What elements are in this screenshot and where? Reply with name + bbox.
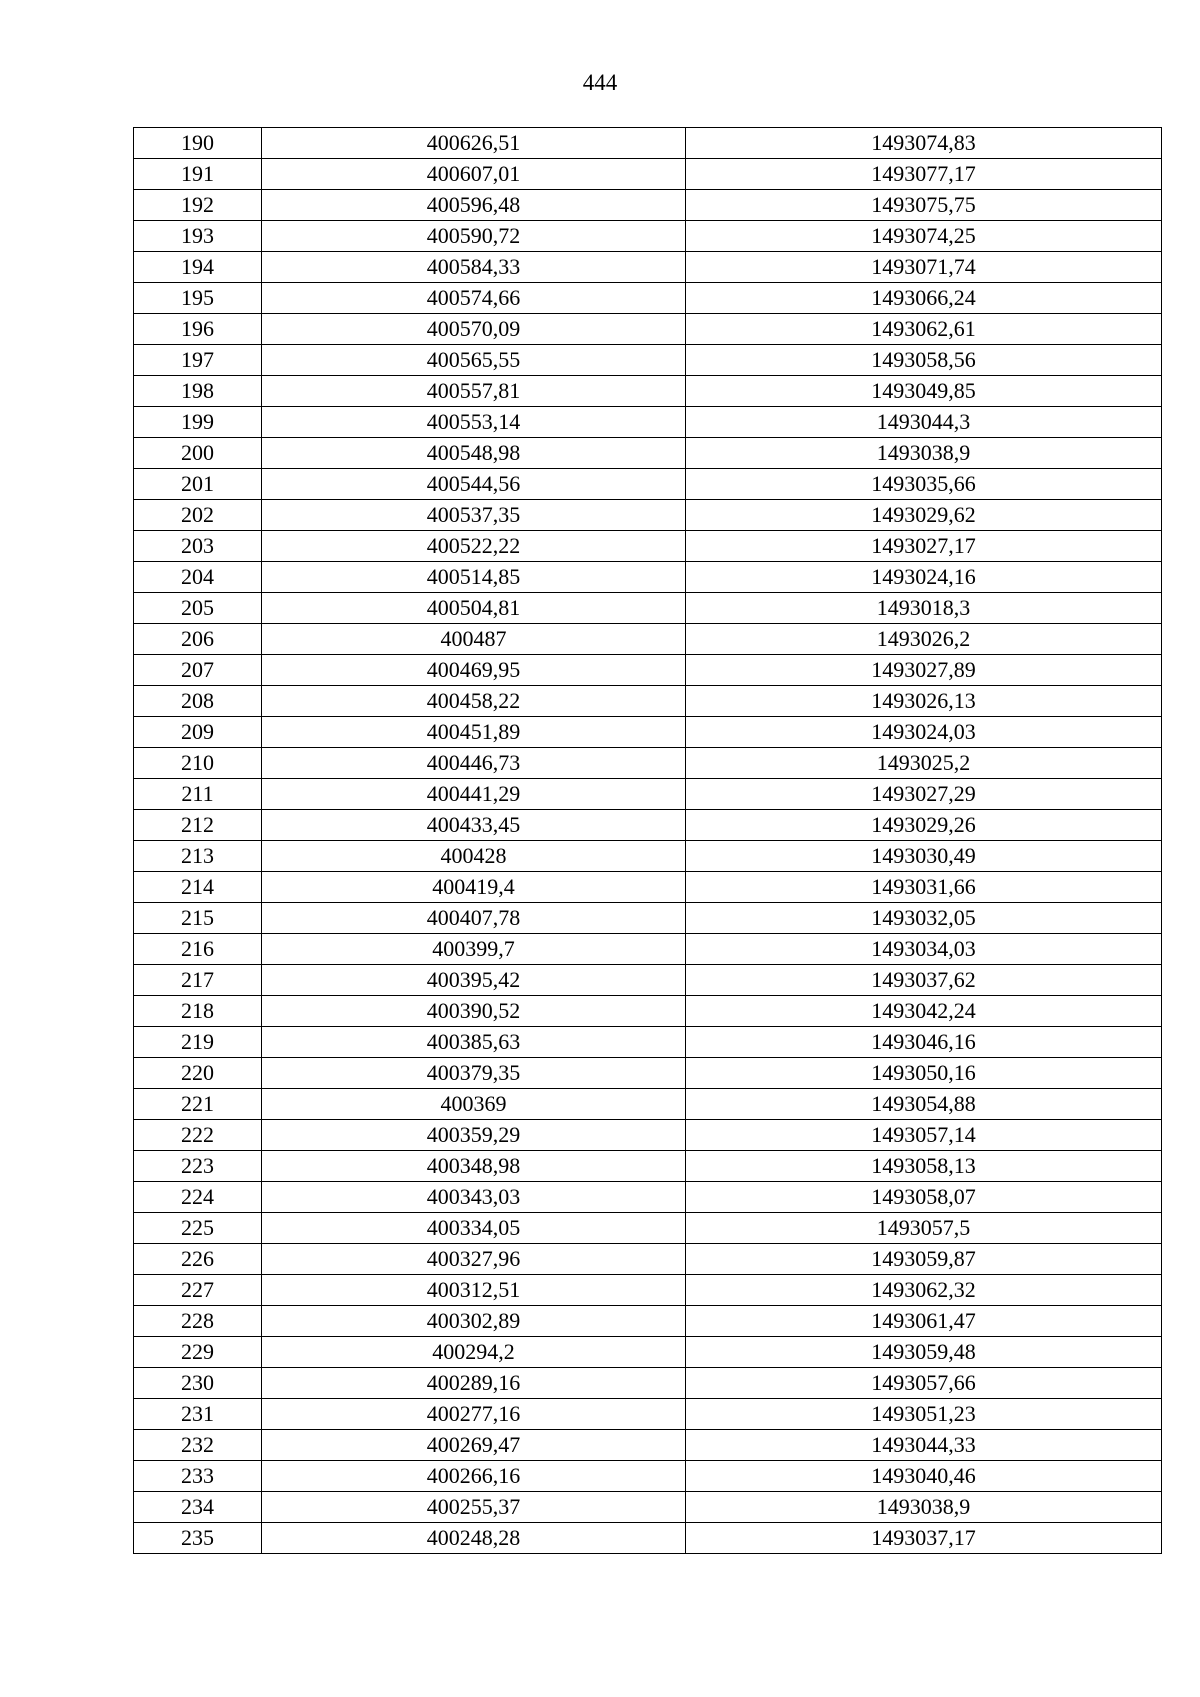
point-number-cell: 195: [134, 283, 262, 314]
point-number-cell: 194: [134, 252, 262, 283]
x-coordinate-cell: 400255,37: [262, 1492, 686, 1523]
table-row: [134, 1430, 1162, 1461]
y-coordinate-cell: 1493026,13: [686, 686, 1162, 717]
table-row: [134, 1120, 1162, 1151]
coordinates-table: [133, 127, 1162, 1554]
y-coordinate-cell: 1493044,33: [686, 1430, 1162, 1461]
table-row: [134, 717, 1162, 748]
table-row: [134, 1213, 1162, 1244]
x-coordinate-cell: 400327,96: [262, 1244, 686, 1275]
point-number-cell: 197: [134, 345, 262, 376]
table-row: [134, 1027, 1162, 1058]
x-coordinate-cell: 400266,16: [262, 1461, 686, 1492]
x-coordinate-cell: 400390,52: [262, 996, 686, 1027]
table-row: [134, 841, 1162, 872]
y-coordinate-cell: 1493059,87: [686, 1244, 1162, 1275]
x-coordinate-cell: 400248,28: [262, 1523, 686, 1554]
point-number-cell: 198: [134, 376, 262, 407]
table-row: [134, 1461, 1162, 1492]
x-coordinate-cell: 400487: [262, 624, 686, 655]
y-coordinate-cell: 1493062,32: [686, 1275, 1162, 1306]
point-number-cell: 234: [134, 1492, 262, 1523]
point-number-cell: 202: [134, 500, 262, 531]
table-row: [134, 655, 1162, 686]
x-coordinate-cell: 400399,7: [262, 934, 686, 965]
x-coordinate-cell: 400433,45: [262, 810, 686, 841]
y-coordinate-cell: 1493027,89: [686, 655, 1162, 686]
table-row: [134, 128, 1162, 159]
point-number-cell: 224: [134, 1182, 262, 1213]
table-row: [134, 190, 1162, 221]
y-coordinate-cell: 1493040,46: [686, 1461, 1162, 1492]
table-row: [134, 314, 1162, 345]
table-row: [134, 221, 1162, 252]
y-coordinate-cell: 1493031,66: [686, 872, 1162, 903]
table-row: [134, 438, 1162, 469]
x-coordinate-cell: 400269,47: [262, 1430, 686, 1461]
y-coordinate-cell: 1493029,62: [686, 500, 1162, 531]
x-coordinate-cell: 400458,22: [262, 686, 686, 717]
table-row: [134, 469, 1162, 500]
x-coordinate-cell: 400343,03: [262, 1182, 686, 1213]
x-coordinate-cell: 400334,05: [262, 1213, 686, 1244]
table-row: [134, 934, 1162, 965]
table-row: [134, 779, 1162, 810]
x-coordinate-cell: 400407,78: [262, 903, 686, 934]
x-coordinate-cell: 400557,81: [262, 376, 686, 407]
point-number-cell: 203: [134, 531, 262, 562]
table-row: [134, 500, 1162, 531]
point-number-cell: 199: [134, 407, 262, 438]
table-row: [134, 1337, 1162, 1368]
point-number-cell: 216: [134, 934, 262, 965]
x-coordinate-cell: 400596,48: [262, 190, 686, 221]
y-coordinate-cell: 1493054,88: [686, 1089, 1162, 1120]
point-number-cell: 220: [134, 1058, 262, 1089]
table-row: [134, 1523, 1162, 1554]
table-row: [134, 748, 1162, 779]
y-coordinate-cell: 1493038,9: [686, 438, 1162, 469]
y-coordinate-cell: 1493058,07: [686, 1182, 1162, 1213]
point-number-cell: 235: [134, 1523, 262, 1554]
y-coordinate-cell: 1493057,14: [686, 1120, 1162, 1151]
point-number-cell: 192: [134, 190, 262, 221]
y-coordinate-cell: 1493050,16: [686, 1058, 1162, 1089]
y-coordinate-cell: 1493027,17: [686, 531, 1162, 562]
point-number-cell: 217: [134, 965, 262, 996]
point-number-cell: 200: [134, 438, 262, 469]
y-coordinate-cell: 1493066,24: [686, 283, 1162, 314]
point-number-cell: 231: [134, 1399, 262, 1430]
table-row: [134, 159, 1162, 190]
y-coordinate-cell: 1493034,03: [686, 934, 1162, 965]
y-coordinate-cell: 1493075,75: [686, 190, 1162, 221]
y-coordinate-cell: 1493057,5: [686, 1213, 1162, 1244]
x-coordinate-cell: 400359,29: [262, 1120, 686, 1151]
point-number-cell: 211: [134, 779, 262, 810]
table-row: [134, 562, 1162, 593]
point-number-cell: 229: [134, 1337, 262, 1368]
point-number-cell: 201: [134, 469, 262, 500]
point-number-cell: 208: [134, 686, 262, 717]
x-coordinate-cell: 400570,09: [262, 314, 686, 345]
point-number-cell: 191: [134, 159, 262, 190]
y-coordinate-cell: 1493038,9: [686, 1492, 1162, 1523]
y-coordinate-cell: 1493046,16: [686, 1027, 1162, 1058]
table-row: [134, 1089, 1162, 1120]
y-coordinate-cell: 1493061,47: [686, 1306, 1162, 1337]
x-coordinate-cell: 400441,29: [262, 779, 686, 810]
y-coordinate-cell: 1493024,16: [686, 562, 1162, 593]
point-number-cell: 218: [134, 996, 262, 1027]
table-row: [134, 1399, 1162, 1430]
x-coordinate-cell: 400537,35: [262, 500, 686, 531]
point-number-cell: 190: [134, 128, 262, 159]
y-coordinate-cell: 1493037,17: [686, 1523, 1162, 1554]
x-coordinate-cell: 400294,2: [262, 1337, 686, 1368]
table-row: [134, 1058, 1162, 1089]
point-number-cell: 221: [134, 1089, 262, 1120]
point-number-cell: 219: [134, 1027, 262, 1058]
x-coordinate-cell: 400348,98: [262, 1151, 686, 1182]
table-row: [134, 593, 1162, 624]
x-coordinate-cell: 400446,73: [262, 748, 686, 779]
y-coordinate-cell: 1493042,24: [686, 996, 1162, 1027]
y-coordinate-cell: 1493074,25: [686, 221, 1162, 252]
point-number-cell: 226: [134, 1244, 262, 1275]
x-coordinate-cell: 400302,89: [262, 1306, 686, 1337]
table-row: [134, 1182, 1162, 1213]
point-number-cell: 204: [134, 562, 262, 593]
y-coordinate-cell: 1493058,56: [686, 345, 1162, 376]
x-coordinate-cell: 400590,72: [262, 221, 686, 252]
y-coordinate-cell: 1493071,74: [686, 252, 1162, 283]
point-number-cell: 233: [134, 1461, 262, 1492]
x-coordinate-cell: 400626,51: [262, 128, 686, 159]
x-coordinate-cell: 400584,33: [262, 252, 686, 283]
table-row: [134, 531, 1162, 562]
table-row: [134, 407, 1162, 438]
y-coordinate-cell: 1493035,66: [686, 469, 1162, 500]
table-row: [134, 903, 1162, 934]
x-coordinate-cell: 400419,4: [262, 872, 686, 903]
table-row: [134, 376, 1162, 407]
y-coordinate-cell: 1493026,2: [686, 624, 1162, 655]
y-coordinate-cell: 1493037,62: [686, 965, 1162, 996]
x-coordinate-cell: 400565,55: [262, 345, 686, 376]
coordinates-table-body: [134, 128, 1162, 1554]
point-number-cell: 210: [134, 748, 262, 779]
point-number-cell: 193: [134, 221, 262, 252]
table-row: [134, 283, 1162, 314]
table-row: [134, 965, 1162, 996]
y-coordinate-cell: 1493030,49: [686, 841, 1162, 872]
point-number-cell: 205: [134, 593, 262, 624]
x-coordinate-cell: 400289,16: [262, 1368, 686, 1399]
page-number: 444: [582, 70, 618, 95]
y-coordinate-cell: 1493074,83: [686, 128, 1162, 159]
point-number-cell: 228: [134, 1306, 262, 1337]
table-row: [134, 1244, 1162, 1275]
point-number-cell: 222: [134, 1120, 262, 1151]
point-number-cell: 212: [134, 810, 262, 841]
y-coordinate-cell: 1493077,17: [686, 159, 1162, 190]
point-number-cell: 196: [134, 314, 262, 345]
x-coordinate-cell: 400553,14: [262, 407, 686, 438]
x-coordinate-cell: 400469,95: [262, 655, 686, 686]
table-row: [134, 1492, 1162, 1523]
table-row: [134, 1306, 1162, 1337]
x-coordinate-cell: 400312,51: [262, 1275, 686, 1306]
y-coordinate-cell: 1493044,3: [686, 407, 1162, 438]
point-number-cell: 214: [134, 872, 262, 903]
table-row: [134, 1368, 1162, 1399]
table-row: [134, 252, 1162, 283]
table-row: [134, 686, 1162, 717]
x-coordinate-cell: 400544,56: [262, 469, 686, 500]
y-coordinate-cell: 1493027,29: [686, 779, 1162, 810]
x-coordinate-cell: 400548,98: [262, 438, 686, 469]
table-row: [134, 810, 1162, 841]
x-coordinate-cell: 400607,01: [262, 159, 686, 190]
x-coordinate-cell: 400395,42: [262, 965, 686, 996]
point-number-cell: 209: [134, 717, 262, 748]
point-number-cell: 227: [134, 1275, 262, 1306]
table-row: [134, 345, 1162, 376]
table-row: [134, 996, 1162, 1027]
point-number-cell: 215: [134, 903, 262, 934]
y-coordinate-cell: 1493059,48: [686, 1337, 1162, 1368]
x-coordinate-cell: 400522,22: [262, 531, 686, 562]
x-coordinate-cell: 400428: [262, 841, 686, 872]
point-number-cell: 213: [134, 841, 262, 872]
y-coordinate-cell: 1493024,03: [686, 717, 1162, 748]
point-number-cell: 223: [134, 1151, 262, 1182]
y-coordinate-cell: 1493062,61: [686, 314, 1162, 345]
x-coordinate-cell: 400277,16: [262, 1399, 686, 1430]
x-coordinate-cell: 400504,81: [262, 593, 686, 624]
table-row: [134, 872, 1162, 903]
x-coordinate-cell: 400369: [262, 1089, 686, 1120]
x-coordinate-cell: 400451,89: [262, 717, 686, 748]
point-number-cell: 207: [134, 655, 262, 686]
y-coordinate-cell: 1493029,26: [686, 810, 1162, 841]
point-number-cell: 232: [134, 1430, 262, 1461]
point-number-cell: 206: [134, 624, 262, 655]
point-number-cell: 225: [134, 1213, 262, 1244]
y-coordinate-cell: 1493051,23: [686, 1399, 1162, 1430]
x-coordinate-cell: 400574,66: [262, 283, 686, 314]
x-coordinate-cell: 400385,63: [262, 1027, 686, 1058]
point-number-cell: 230: [134, 1368, 262, 1399]
x-coordinate-cell: 400514,85: [262, 562, 686, 593]
x-coordinate-cell: 400379,35: [262, 1058, 686, 1089]
y-coordinate-cell: 1493018,3: [686, 593, 1162, 624]
y-coordinate-cell: 1493057,66: [686, 1368, 1162, 1399]
y-coordinate-cell: 1493032,05: [686, 903, 1162, 934]
table-row: [134, 624, 1162, 655]
y-coordinate-cell: 1493049,85: [686, 376, 1162, 407]
table-row: [134, 1275, 1162, 1306]
table-row: [134, 1151, 1162, 1182]
y-coordinate-cell: 1493025,2: [686, 748, 1162, 779]
y-coordinate-cell: 1493058,13: [686, 1151, 1162, 1182]
